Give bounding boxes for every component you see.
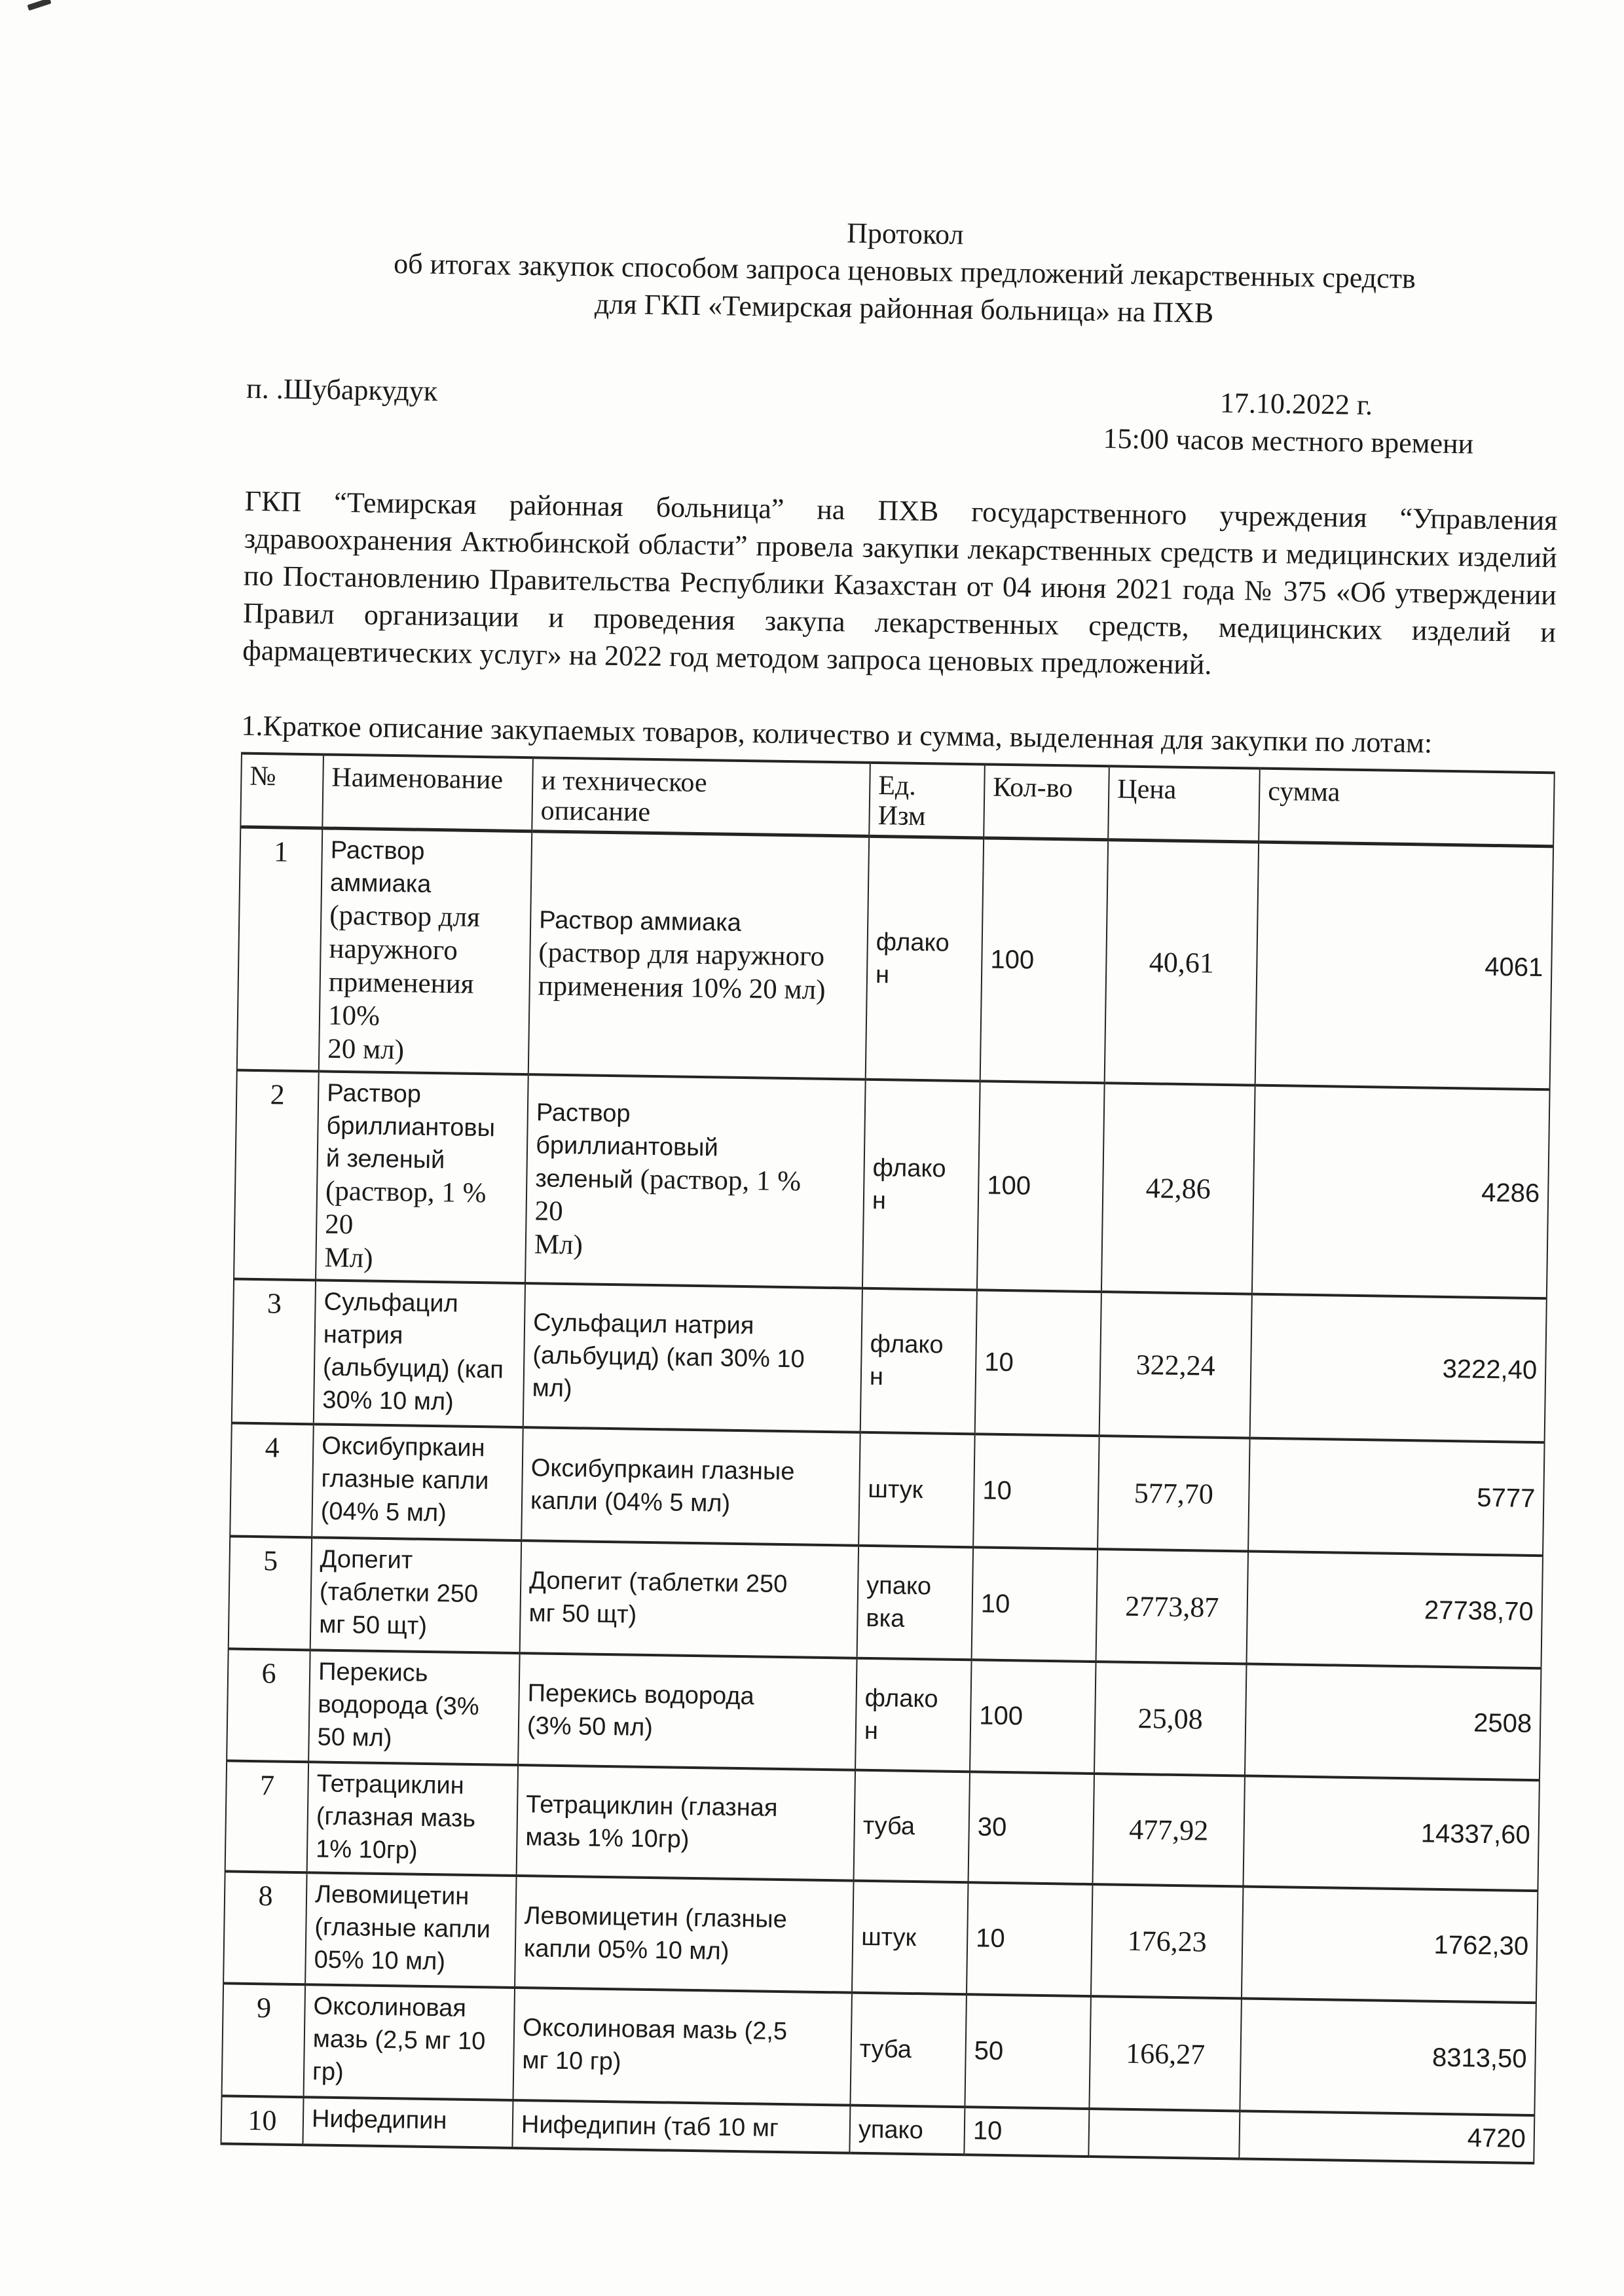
cell-num: 5	[229, 1536, 312, 1650]
cell-price: 176,23	[1091, 1884, 1244, 1998]
cell-desc	[515, 1876, 853, 1993]
cell-price: 42,86	[1101, 1083, 1255, 1294]
cell-name	[307, 1762, 518, 1876]
lots-table	[220, 752, 1555, 2165]
cell-qty: 10	[973, 1434, 1099, 1549]
cell-qty: 100	[980, 838, 1108, 1083]
cell-desc	[517, 1765, 855, 1881]
section-heading: 1.Краткое описание закупаемых товаров, количество и сумма, выделенная для закупки по лотам:	[241, 709, 1433, 759]
document-title	[248, 206, 1562, 337]
cell-price	[1088, 2109, 1240, 2159]
cell-unit: флако н	[860, 1288, 977, 1434]
cell-desc	[513, 1988, 851, 2105]
text-segment-sans: Сульфацил натрия (альбуцид) (кап 30% 10 мл)	[532, 1309, 805, 1403]
cell-num: 3	[232, 1279, 316, 1425]
cell-name	[305, 1872, 517, 1988]
table-row	[230, 1423, 1544, 1556]
cell-price: 577,70	[1098, 1436, 1250, 1551]
table-row	[227, 1649, 1541, 1780]
table-row	[229, 1536, 1543, 1668]
place-label: п. .Шубаркудук	[246, 372, 438, 407]
cell-desc	[520, 1540, 858, 1658]
text-segment-sans: Левомицетин (глазные капли 05% 10 мл)	[523, 1901, 788, 1965]
cell-sum: 27738,70	[1247, 1552, 1543, 1669]
text-segment-sans: Раствор бриллиантовы й зеленый	[325, 1079, 496, 1175]
time-label: 15:00 часов местного времени	[1103, 422, 1474, 460]
header-desc: и техническое описание	[532, 757, 870, 836]
cell-desc	[525, 1074, 866, 1288]
cell-price: 25,08	[1094, 1662, 1247, 1776]
cell-desc	[523, 1283, 862, 1432]
header-qty: Кол-во	[984, 764, 1109, 839]
date-label: 17.10.2022 г.	[1219, 386, 1373, 422]
table-row	[234, 1070, 1550, 1299]
cell-qty: 50	[965, 1994, 1091, 2109]
header-num: №	[240, 754, 323, 828]
cell-num: 9	[222, 1983, 306, 2097]
cell-sum: 5777	[1248, 1438, 1545, 1556]
cell-qty: 10	[972, 1547, 1098, 1662]
text-segment-sans: Перекись водорода (3% 50 мл)	[526, 1679, 755, 1741]
text-segment-sans: Перекись водорода (3% 50 мл)	[317, 1658, 479, 1753]
cell-qty: 10	[964, 2107, 1089, 2157]
title-line-3: для ГКП «Темирская районная больница» на ПХВ	[594, 287, 1214, 329]
cell-name	[319, 828, 532, 1074]
cell-desc	[512, 2100, 850, 2153]
cell-desc	[528, 831, 869, 1080]
cell-sum: 1762,30	[1242, 1886, 1538, 2003]
text-segment-sans: Сульфацил натрия (альбуцид) (кап 30% 10 мл)	[322, 1288, 504, 1416]
cell-name	[312, 1424, 523, 1540]
cell-name	[304, 1984, 515, 2100]
cell-qty: 30	[969, 1772, 1094, 1884]
cell-sum: 4061	[1255, 842, 1553, 1089]
text-segment-sans: Раствор бриллиантовый зеленый	[535, 1099, 719, 1194]
cell-unit: туба	[854, 1770, 970, 1883]
text-segment-sans: Допегит (таблетки 250 мг 50 щт)	[318, 1545, 479, 1640]
text-segment-sans: Оксибупркаин глазные капли (04% 5 мл)	[320, 1432, 489, 1527]
text-segment-sans: Оксолиновая мазь (2,5 мг 10 гр)	[312, 1992, 486, 2086]
text-segment-sans: Оксолиновая мазь (2,5 мг 10 гр)	[522, 2014, 788, 2076]
text-segment-sans: Оксибупркаин глазные капли (04% 5 мл)	[530, 1453, 795, 1518]
cell-unit: упако	[849, 2105, 965, 2155]
cell-unit: туба	[850, 1993, 967, 2107]
meta-row	[246, 370, 1559, 464]
cell-num: 10	[221, 2096, 303, 2145]
header-unit: Ед. Изм	[869, 763, 985, 838]
table-row	[232, 1279, 1547, 1443]
cell-sum: 14337,60	[1243, 1776, 1539, 1891]
cell-price: 2773,87	[1096, 1549, 1249, 1664]
cell-name	[314, 1280, 525, 1427]
table-row	[225, 1760, 1540, 1891]
text-segment-sans: Тетрациклин (глазная мазь 1% 10гр)	[525, 1790, 778, 1853]
cell-name	[308, 1650, 520, 1765]
text-segment-serif: (раствор для наружного применения 10% 20 мл)	[327, 900, 481, 1066]
text-segment-sans: Левомицетин (глазные капли 05% 10 мл)	[314, 1880, 491, 1976]
cell-name	[310, 1537, 522, 1653]
text-segment-sans: Нифедипин	[311, 2105, 447, 2135]
cell-unit: штук	[858, 1432, 975, 1548]
header-name: Наименование	[322, 754, 533, 831]
text-segment-sans: Раствор аммиака	[329, 836, 432, 898]
cell-name	[316, 1071, 528, 1283]
text-segment-sans: Нифедипин (таб 10 мг	[521, 2110, 779, 2142]
cell-price: 322,24	[1099, 1292, 1252, 1438]
cell-desc	[518, 1653, 857, 1770]
text-segment-sans: Допегит (таблетки 250 мг 50 щт)	[528, 1567, 788, 1629]
title-line-1: Протокол	[846, 217, 964, 251]
cell-unit: упако вка	[857, 1546, 974, 1660]
cell-price: 40,61	[1105, 840, 1259, 1085]
cell-desc	[521, 1427, 860, 1546]
cell-num: 7	[225, 1760, 308, 1872]
title-line-2: об итогах закупок способом запроса ценовых предложений лекарственных средств	[393, 247, 1416, 295]
cell-sum: 4286	[1252, 1085, 1550, 1299]
text-segment-serif: (раствор для наружного применения 10% 20 мл)	[538, 936, 826, 1006]
table-body	[221, 827, 1553, 2163]
cell-sum: 4720	[1239, 2111, 1534, 2163]
header-sum: сумма	[1259, 769, 1555, 847]
cell-qty: 100	[970, 1660, 1096, 1774]
text-segment-serif: (раствор, 1 % 20 Мл)	[534, 1163, 802, 1261]
cell-price: 166,27	[1089, 1996, 1242, 2111]
cell-price: 477,92	[1092, 1774, 1244, 1886]
cell-unit: флако н	[862, 1080, 980, 1290]
datetime-block	[1103, 382, 1559, 464]
table-row	[237, 827, 1553, 1089]
cell-sum: 2508	[1245, 1664, 1541, 1781]
cell-name	[303, 2097, 513, 2148]
cell-num: 1	[237, 827, 322, 1071]
text-segment-sans: Раствор аммиака	[538, 905, 742, 937]
cell-num: 6	[227, 1649, 310, 1762]
cell-unit: флако н	[855, 1658, 972, 1772]
cell-qty: 10	[967, 1882, 1093, 1996]
cell-num: 4	[230, 1423, 314, 1537]
cell-unit: штук	[852, 1881, 969, 1995]
cell-qty: 100	[977, 1081, 1105, 1292]
cell-unit: флако н	[866, 836, 984, 1081]
header-price: Цена	[1108, 766, 1260, 842]
text-segment-serif: (раствор, 1 % 20 Мл)	[324, 1175, 487, 1274]
intro-paragraph: ГКП “Темирская районная больница” на ПХВ государственного учреждения “Управления здравоохранения Актюбинской области” провела закупки лекарственных средств и медицинских изделий по Постановлению Правительства Республики Казахстан от 04 июня 2021 года № 375 «Об утверждении Правил организации и проведения закупа лекарственных средств, медицинских изделий и фармацевтических услуг» на 2022 год методом запроса ценовых предложений.	[242, 484, 1558, 681]
table-row	[223, 1871, 1538, 2003]
cell-sum: 8313,50	[1240, 1998, 1536, 2115]
cell-num: 8	[223, 1871, 307, 1984]
cell-sum: 3222,40	[1250, 1294, 1547, 1443]
cell-num: 2	[234, 1070, 319, 1281]
table-row	[222, 1983, 1536, 2115]
cell-qty: 10	[975, 1290, 1101, 1436]
text-segment-sans: Тетрациклин (глазная мазь 1% 10гр)	[315, 1770, 476, 1865]
